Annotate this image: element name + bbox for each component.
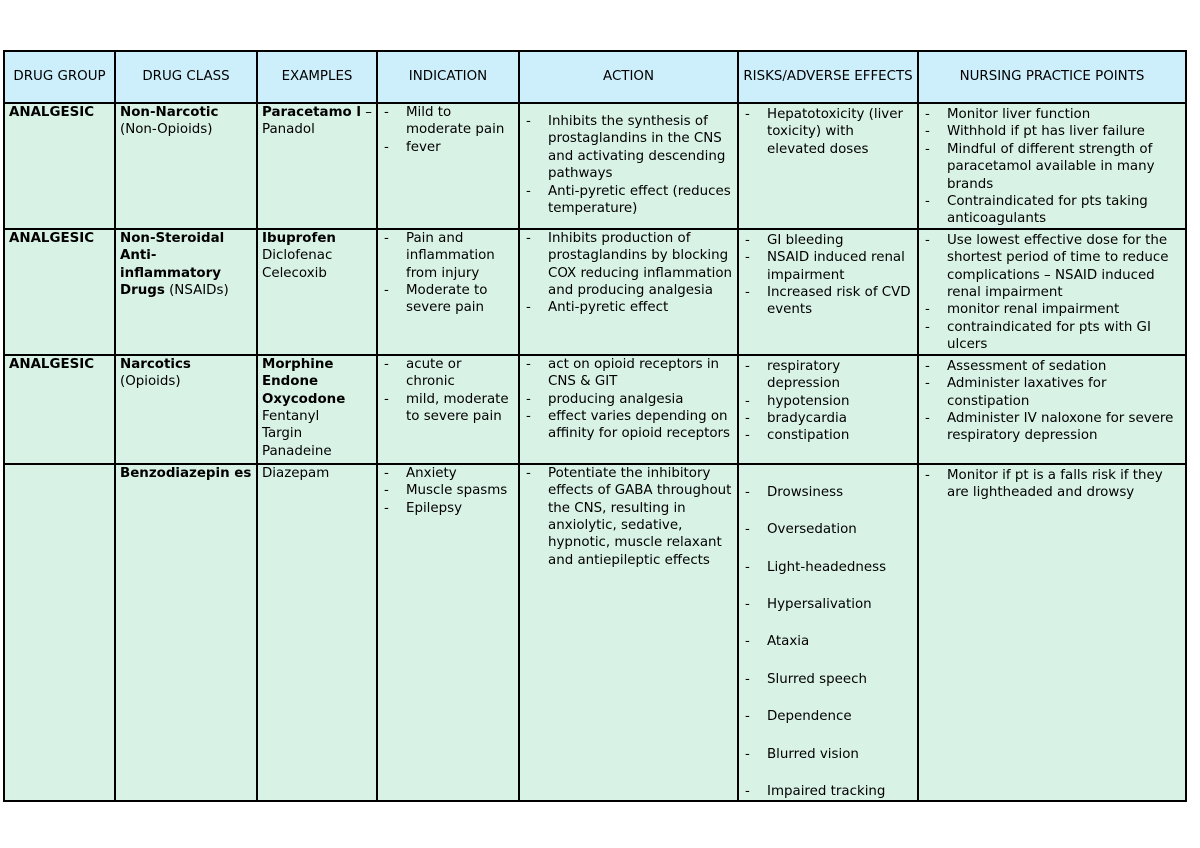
risk-item: - Dependence [743,708,913,725]
nursing-cell [918,229,1186,355]
table-row [4,103,1186,229]
risk-item: - Increased risk of CVD events [743,284,913,319]
header-action: ACTION [519,51,738,103]
indication-cell [377,229,519,355]
indication-item: - Epilepsy [382,500,514,517]
action-item: - effect varies depending on affinity for opioid receptors [524,408,733,443]
drug-class-abbrev: (Opioids) [120,374,181,390]
header-drug-class: DRUG CLASS [115,51,257,103]
table-row [4,355,1186,464]
indication-item: - Mild to moderate pain [382,104,514,139]
risk-item: - Hypersalivation [743,596,913,613]
drug-class-name: Non-Steroidal Anti-inflammatory Drugs [120,230,225,299]
drug-group-cell [4,229,115,355]
example-drug: Targin [262,426,303,442]
action-cell [519,229,738,355]
nursing-item: - monitor renal impairment [923,301,1181,318]
risk-item: - NSAID induced renal impairment [743,249,913,284]
nursing-item: - Administer laxatives for constipation [923,375,1181,410]
action-cell [519,355,738,464]
indication-item: - Muscle spasms [382,482,514,499]
nursing-list [923,232,1181,354]
drug-class-cell [115,229,257,355]
risk-list [743,106,913,158]
indication-list [382,465,514,517]
risks-cell [738,355,918,464]
indication-item: - mild, moderate to severe pain [382,391,514,426]
examples-cell [257,229,377,355]
risk-item: - Blurred vision [743,746,913,763]
action-cell [519,464,738,802]
risk-item: - hypotension [743,393,913,410]
risk-item: - bradycardia [743,410,913,427]
header-examples: EXAMPLES [257,51,377,103]
action-item: - Anti-pyretic effect [524,299,733,316]
risk-list [743,232,913,319]
example-drug [262,356,372,373]
nursing-item: - Administer IV naloxone for severe respiratory depression [923,410,1181,445]
drug-group-text: ANALGESIC [9,230,95,246]
action-item: - producing analgesia [524,391,733,408]
drug-group-text: ANALGESIC [9,356,95,372]
indication-list [382,356,514,426]
nursing-item: - contraindicated for pts with GI ulcers [923,319,1181,354]
example-drug: Diazepam [262,465,330,481]
header-row [4,51,1186,103]
action-list [524,230,733,317]
examples-cell [257,355,377,464]
example-drug-name: Paracetamo l [262,105,361,120]
drug-class-abbrev: (Non-Opioids) [120,122,213,138]
nursing-item: - Monitor liver function [923,106,1181,123]
indication-item: - Moderate to severe pain [382,282,514,317]
example-drug: Fentanyl [262,408,320,424]
risk-item: - GI bleeding [743,232,913,249]
nursing-item: - Assessment of sedation [923,358,1181,375]
example-drug [262,391,372,408]
example-brand: – Panadol [262,105,372,138]
example-drug [262,373,372,390]
nursing-cell [918,355,1186,464]
table-row [4,464,1186,802]
indication-item: - Pain and inflammation from injury [382,230,514,282]
risk-item: - Oversedation [743,521,913,538]
indication-cell [377,464,519,802]
risk-item: - constipation [743,427,913,444]
indication-list [382,230,514,317]
example-drug: Panadeine [262,443,332,459]
indication-item: - Anxiety [382,465,514,482]
drug-group-cell [4,103,115,229]
header-drug-group: DRUG GROUP [4,51,115,103]
drug-group-text: ANALGESIC [9,105,95,120]
indication-list [382,104,514,156]
risks-cell [738,103,918,229]
drug-group-cell [4,464,115,802]
header-risks: RISKS/ADVERSE EFFECTS [738,51,918,103]
example-drug-name: Ibuprofen [262,230,336,246]
drug-table [3,50,1187,802]
nursing-item: - Use lowest effective dose for the shortest period of time to reduce complications – NSAID induced renal impairment [923,232,1181,302]
examples-cell [257,103,377,229]
risk-item: - Hepatotoxicity (liver toxicity) with elevated doses [743,106,913,158]
nursing-list [923,467,1181,502]
example-drug [262,230,372,247]
risk-item: - Light-headedness [743,559,913,576]
risk-list [743,358,913,445]
nursing-item: - Monitor if pt is a falls risk if they are lightheaded and drowsy [923,467,1181,502]
risk-item: - Ataxia [743,633,913,650]
drug-class-cell [115,103,257,229]
example-drug-name: Oxycodone [262,391,346,407]
drug-class-name: Non-Narcotic [120,105,219,120]
header-indication: INDICATION [377,51,519,103]
action-item: - Inhibits production of prostaglandins by blocking COX reducing inflammation and producing analgesia [524,230,733,300]
nursing-item: - Withhold if pt has liver failure [923,123,1181,140]
drug-class-name: Benzodiazepin es [120,465,252,481]
drug-class-abbrev: (NSAIDs) [169,283,229,299]
action-list [524,113,733,217]
risk-item: - Slurred speech [743,671,913,688]
indication-cell [377,355,519,464]
drug-class-cell [115,464,257,802]
example-drug-name: Morphine [262,356,334,372]
drug-group-cell [4,355,115,464]
indication-cell [377,103,519,229]
indication-item: - fever [382,139,514,156]
action-list [524,356,733,443]
risks-cell [738,229,918,355]
nursing-list [923,106,1181,228]
risks-cell [738,464,918,802]
action-item: - Anti-pyretic effect (reduces temperature) [524,183,733,218]
risk-item: - respiratory depression [743,358,913,393]
header-nursing: NURSING PRACTICE POINTS [918,51,1186,103]
action-item: - Inhibits the synthesis of prostaglandins in the CNS and activating descending pathways [524,113,733,183]
nursing-cell [918,103,1186,229]
example-drug: Diclofenac [262,248,333,264]
action-item: - act on opioid receptors in CNS & GIT [524,356,733,391]
nursing-list [923,358,1181,445]
drug-class-cell [115,355,257,464]
indication-item: - acute or chronic [382,356,514,391]
risk-item: - Drowsiness [743,484,913,501]
risk-item: - Impaired tracking [743,783,913,800]
examples-cell [257,464,377,802]
action-cell [519,103,738,229]
example-drug-name: Endone [262,374,319,390]
table-row [4,229,1186,355]
action-list [524,465,733,569]
nursing-item: - Mindful of different strength of paracetamol available in many brands [923,141,1181,193]
nursing-cell [918,464,1186,802]
risk-list [743,484,913,801]
action-item: - Potentiate the inhibitory effects of GABA throughout the CNS, resulting in anxiolytic, sedative, hypnotic, muscle relaxant and antiepileptic effects [524,465,733,569]
example-drug: Celecoxib [262,265,327,281]
example-drug [262,104,372,139]
drug-class-name: Narcotics [120,356,191,372]
nursing-item: - Contraindicated for pts taking anticoagulants [923,193,1181,228]
